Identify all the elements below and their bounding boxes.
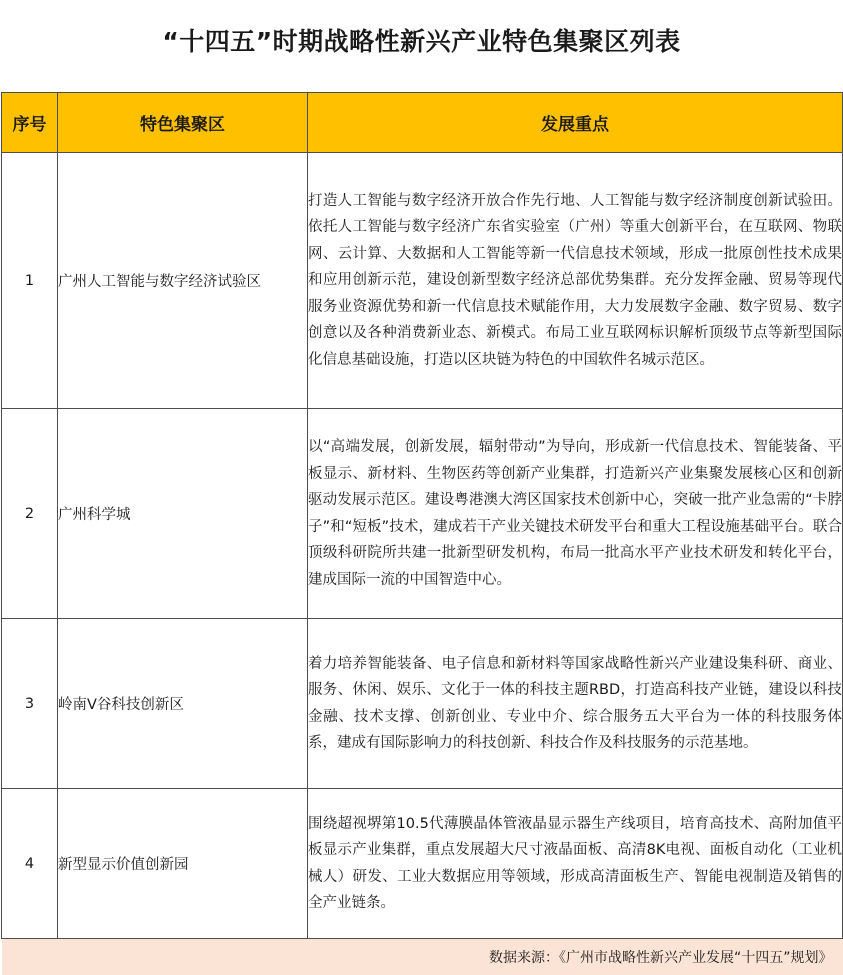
row-focus: 以“高端发展，创新发展，辐射带动”为导向，形成新一代信息技术、智能装备、平板显示、新材料、生物医药等创新产业集群，打造新兴产业集聚发展核心区和创新驱动发展示范区。建设粤港澳大湾区国家技术创新中心，突破一批产业急需的“卡脖子”和“短板”技术，建成若干产业关键技术研发平台和重大工程设施基础平台。联合顶级科研院所共建一批新型研发机构，布局一批高水平产业技术研发和转化平台，建成国际一流的中国智造中心。 xyxy=(308,409,843,619)
header-index: 序号 xyxy=(2,93,58,153)
table-row xyxy=(2,409,843,619)
header-focus: 发展重点 xyxy=(308,93,843,153)
row-index: 2 xyxy=(2,409,58,619)
row-index: 3 xyxy=(2,619,58,789)
page-title: “十四五”时期战略性新兴产业特色集聚区列表 xyxy=(162,27,681,56)
cluster-table xyxy=(1,92,843,975)
row-zone: 广州人工智能与数字经济试验区 xyxy=(58,153,308,409)
row-focus: 着力培养智能装备、电子信息和新材料等国家战略性新兴产业建设集科研、商业、服务、休闲、娱乐、文化于一体的科技主题RBD，打造高科技产业链，建设以科技金融、技术支撑、创新创业、专业中介、综合服务五大平台为一体的科技服务体系，建成有国际影响力的科技创新、科技合作及科技服务的示范基地。 xyxy=(308,619,843,789)
table-row xyxy=(2,153,843,409)
row-zone: 岭南V谷科技创新区 xyxy=(58,619,308,789)
source-row xyxy=(2,939,843,975)
row-index: 1 xyxy=(2,153,58,409)
table-row xyxy=(2,619,843,789)
row-focus: 打造人工智能与数字经济开放合作先行地、人工智能与数字经济制度创新试验田。依托人工智能与数字经济广东省实验室（广州）等重大创新平台，在互联网、物联网、云计算、大数据和人工智能等新一代信息技术领域，形成一批原创性技术成果和应用创新示范，建设创新型数字经济总部优势集群。充分发挥金融、贸易等现代服务业资源优势和新一代信息技术赋能作用，大力发展数字金融、数字贸易、数字创意以及各种消费新业态、新模式。布局工业互联网标识解析顶级节点等新型国际化信息基础设施，打造以区块链为特色的中国软件名城示范区。 xyxy=(308,153,843,409)
row-focus: 围绕超视堺第10.5代薄膜晶体管液晶显示器生产线项目，培育高技术、高附加值平板显示产业集群，重点发展超大尺寸液晶面板、高清8K电视、面板自动化（工业机械人）研发、工业大数据应用等领域，形成高清面板生产、智能电视制造及销售的全产业链条。 xyxy=(308,789,843,939)
row-zone: 新型显示价值创新园 xyxy=(58,789,308,939)
row-index: 4 xyxy=(2,789,58,939)
table-header-row xyxy=(2,93,843,153)
source-note: 数据来源：《广州市战略性新兴产业发展“十四五”规划》 xyxy=(2,939,843,975)
row-zone: 广州科学城 xyxy=(58,409,308,619)
table-row xyxy=(2,789,843,939)
header-zone: 特色集聚区 xyxy=(58,93,308,153)
